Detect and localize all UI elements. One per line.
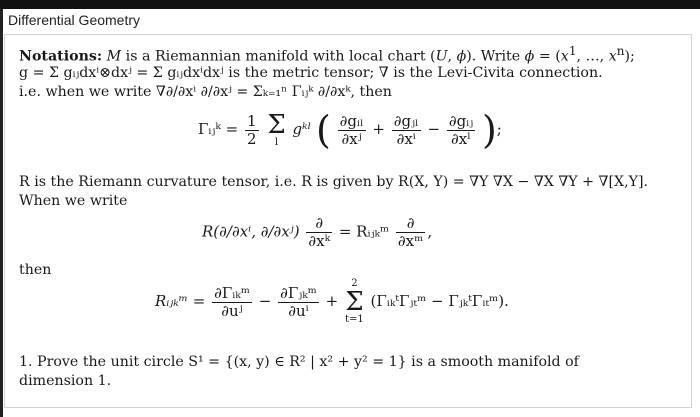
- coef-fraction: [245, 111, 259, 148]
- riemann-lhs: Rᵢⱼₖᵐ =: [155, 292, 206, 310]
- eq2-frac2: [396, 216, 425, 249]
- sum-index: l: [274, 137, 279, 148]
- eq1-end: ;: [496, 120, 502, 138]
- metric-inverse: gᵏˡ: [292, 120, 312, 138]
- term3-den: ∂xˡ: [451, 129, 471, 148]
- term1-num: ∂gᵢₗ: [339, 111, 364, 130]
- exercise-line-2: dimension 1.: [19, 373, 112, 389]
- sum-over-t: 2 Σ t=1: [345, 278, 364, 325]
- term3-num: ∂gᵢⱼ: [448, 111, 474, 130]
- christoffel-equation: Γᵢⱼᵏ = $\frac{1}{2}$ Σ l gᵏˡ ( $\frac{\text{∂gᵢₗ}}{\text{∂xʲ}}$ + $\frac{\text{∂gⱼₗ}}{\text{∂xⁱ}}$ − $\frac{\text{∂gᵢⱼ}}{\text{∂xˡ}}$ );: [198, 108, 502, 152]
- eq3-frac2-den: ∂uⁱ: [288, 301, 309, 320]
- term3-fraction: [447, 111, 475, 148]
- coef-den: 2: [246, 129, 257, 148]
- curvature-line: R is the Riemann curvature tensor, i.e. R is given by R(X, Y) = ∇Y ∇X − ∇X ∇Y + ∇[X,Y].: [19, 174, 649, 190]
- page-title: Differential Geometry: [8, 12, 141, 28]
- curvature-equation: [202, 216, 432, 249]
- notation-line-3: i.e. when we write ∇∂/∂xⁱ ∂/∂xʲ = Σₖ₌₁ⁿ Γᵢⱼᵏ ∂/∂xᵏ, then: [19, 84, 392, 100]
- eq3-frac1: [212, 283, 252, 320]
- eq3-frac1-num: ∂Γᵢₖᵐ: [214, 283, 250, 302]
- term2-fraction: [392, 111, 421, 148]
- eq2-end: ,: [427, 222, 433, 241]
- exercise-line-1: 1. Prove the unit circle S¹ = {(x, y) ∈ R² | x² + y² = 1} is a smooth manifold of: [19, 354, 579, 370]
- then-label: then: [19, 262, 52, 278]
- sum-top: 2: [351, 278, 358, 289]
- eq3-minus: −: [258, 292, 272, 310]
- eq2-frac1: [306, 216, 332, 249]
- sum-over-l: Σ l: [267, 110, 286, 148]
- problem-card: [4, 34, 692, 408]
- notation-line-1: Notations: M is a Riemannian manifold with local chart (U, ϕ). Write $\phi = (x^1$, …, $x^n$);: [19, 44, 635, 65]
- top-bar: [0, 0, 700, 9]
- term1-den: ∂xʲ: [341, 129, 362, 148]
- curvature-lhs: R(∂/∂xⁱ, ∂/∂xʲ): [202, 222, 300, 241]
- notation-line-2: g = Σ gᵢⱼdxⁱ⊗dxʲ = Σ gᵢⱼdxⁱdxʲ is the metric tensor; ∇ is the Levi-Civita connection.: [19, 65, 603, 81]
- term2-den: ∂xⁱ: [396, 129, 416, 148]
- riemann-components-equation: [155, 279, 509, 325]
- eq3-frac2-num: ∂Γⱼₖᵐ: [280, 283, 317, 302]
- eq3-frac1-den: ∂uʲ: [221, 301, 243, 320]
- eq2-frac2-num: ∂: [396, 216, 425, 233]
- christoffel-products: (ΓᵢₖᵗΓⱼₜᵐ − ΓⱼₖᵗΓᵢₜᵐ).: [370, 292, 509, 310]
- sum-bottom: t=1: [345, 314, 364, 325]
- coef-num: 1: [246, 111, 257, 130]
- eq2-frac1-den: ∂xᵏ: [308, 232, 331, 250]
- eq3-frac2: [278, 283, 319, 320]
- term2-num: ∂gⱼₗ: [393, 111, 419, 130]
- right-paren: ): [481, 108, 497, 152]
- left-paren: (: [315, 108, 331, 152]
- eq3-plus: +: [325, 292, 339, 310]
- when-we-write: When we write: [19, 193, 128, 209]
- curvature-rhs: = Rᵢⱼₖᵐ: [338, 222, 390, 241]
- eq2-frac2-den: ∂xᵐ: [397, 232, 424, 250]
- eq2-frac1-num: ∂: [306, 216, 332, 233]
- term1-fraction: [338, 111, 366, 148]
- christoffel-lhs: Γᵢⱼᵏ =: [198, 120, 239, 138]
